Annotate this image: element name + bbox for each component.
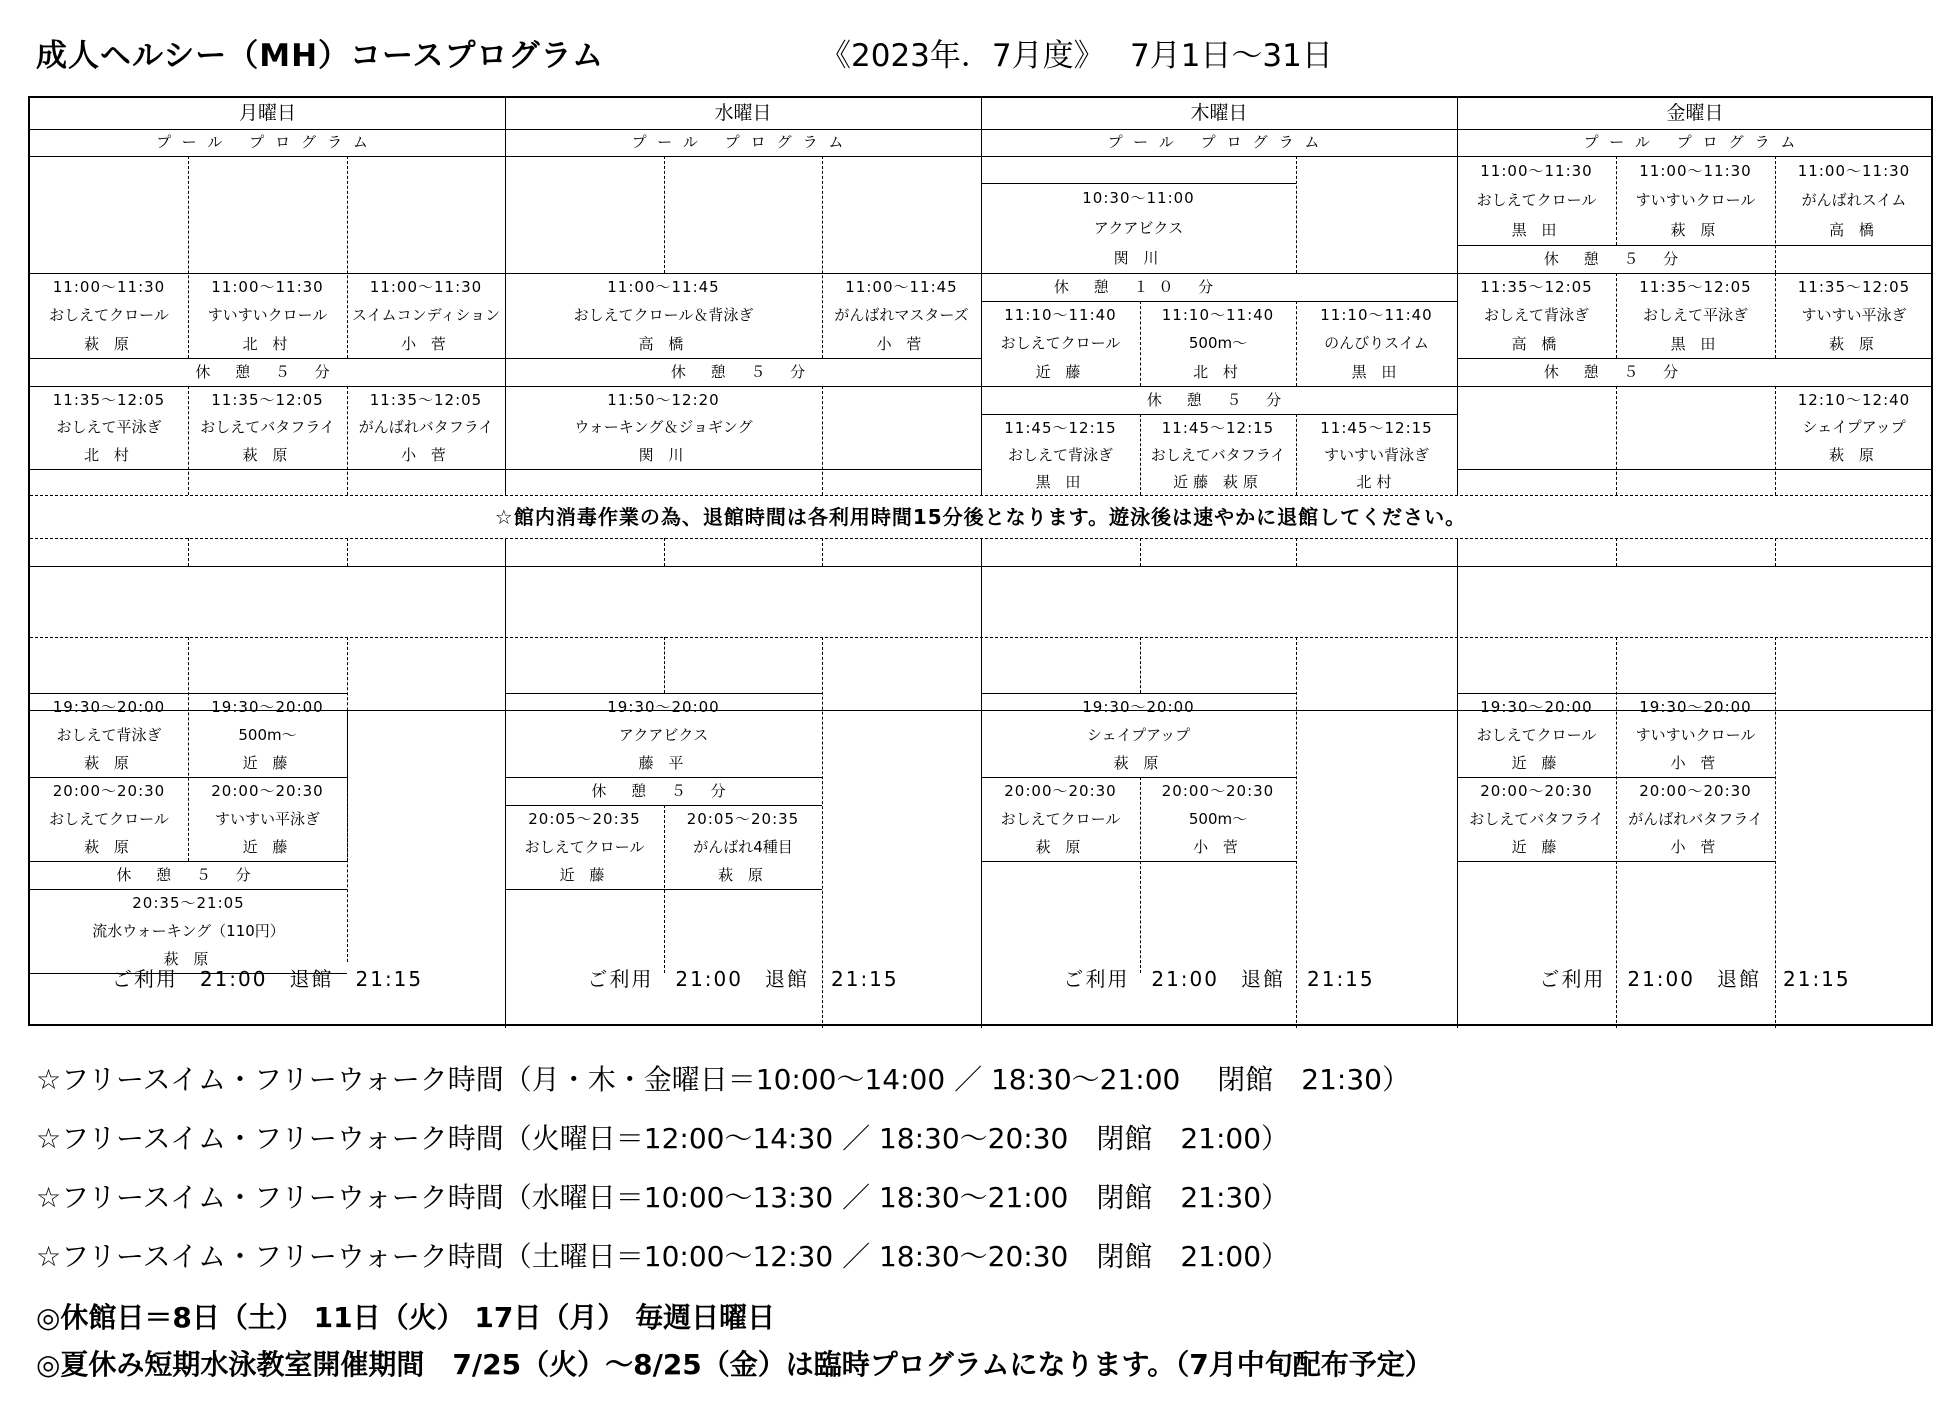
class-instructor: 近 藤 — [559, 866, 610, 884]
class-instructor: 藤 平 — [638, 754, 689, 772]
usage-hours: ご利用 21:00 退館 21:15 — [587, 967, 899, 991]
class-name: アクアビクス — [1093, 219, 1184, 237]
class-time: 11:00～11:30 — [369, 278, 483, 297]
closed-days-note: ◎休館日＝8日（土） 11日（火） 17日（月） 毎週日曜日 — [36, 1301, 776, 1334]
class-cell — [1296, 301, 1457, 386]
class-time: 11:10～11:40 — [1004, 306, 1117, 325]
class-time: 20:00～20:30 — [1639, 782, 1752, 800]
class-cell — [1775, 156, 1933, 245]
class-instructor: 萩 原 — [242, 446, 293, 465]
class-instructor: 小 菅 — [401, 446, 451, 465]
rule-line — [347, 538, 348, 566]
pool-program-header: プール プログラム — [156, 133, 379, 151]
rule-line — [1457, 469, 1933, 470]
class-time: 20:00～20:30 — [52, 782, 166, 800]
rule-line — [1140, 538, 1141, 566]
class-time: 20:00～20:30 — [211, 782, 324, 800]
class-cell — [1616, 693, 1775, 777]
rule-line — [505, 469, 822, 470]
rule-line — [664, 637, 665, 693]
class-time: 20:05～20:35 — [686, 810, 800, 828]
free-swim-note-tue: ☆フリースイム・フリーウォーク時間（火曜日＝12:00～14:30 ／ 18:30～20:30 閉館 21:00） — [36, 1122, 1290, 1155]
class-instructor: 小 菅 — [1670, 754, 1721, 772]
class-cell — [30, 777, 188, 861]
class-instructor: 小 菅 — [876, 334, 927, 353]
class-time: 11:45～12:15 — [1320, 418, 1433, 437]
class-cell — [1296, 414, 1457, 495]
class-name: おしえてクロール — [49, 810, 169, 828]
class-cell — [981, 414, 1140, 495]
class-time: 19:30～20:00 — [211, 698, 324, 716]
class-name: がんばれスイム — [1801, 191, 1907, 210]
class-instructor: 近藤 萩原 — [1173, 472, 1263, 491]
class-cell — [505, 386, 822, 469]
class-instructor: 高 橋 — [638, 334, 689, 353]
class-cell — [822, 273, 981, 358]
usage-hours: ご利用 21:00 退館 21:15 — [1539, 967, 1851, 991]
class-time: 11:35～12:05 — [1797, 278, 1911, 297]
class-instructor: 黒 田 — [1351, 362, 1402, 381]
usage-hours: ご利用 21:00 退館 21:15 — [1063, 967, 1375, 991]
class-time: 20:35～21:05 — [132, 894, 245, 912]
class-time: 11:35～12:05 — [369, 390, 483, 409]
class-time: 11:00～11:45 — [607, 278, 720, 297]
class-cell — [1140, 301, 1296, 386]
class-instructor: 北 村 — [242, 334, 293, 353]
class-instructor: 小 菅 — [1193, 838, 1243, 856]
class-time: 11:00～11:30 — [1639, 161, 1752, 180]
rule-line — [822, 469, 981, 470]
class-name: すいすい背泳ぎ — [1323, 445, 1429, 464]
class-name: シェイプアップ — [1802, 418, 1906, 437]
class-name: おしえてクロール — [1000, 810, 1121, 828]
class-cell — [30, 889, 347, 973]
class-time: 11:10～11:40 — [1161, 306, 1275, 325]
class-instructor: 萩 原 — [84, 334, 134, 353]
rule-line — [1616, 386, 1617, 495]
rule-line — [822, 386, 823, 495]
class-name: おしえてクロール — [49, 306, 169, 325]
class-cell — [188, 386, 347, 469]
class-time: 19:30～20:00 — [1480, 698, 1593, 716]
schedule-table — [28, 96, 1933, 1026]
class-name: おしえてバタフライ — [200, 418, 335, 437]
class-cell — [505, 273, 822, 358]
class-instructor: 近 藤 — [242, 838, 293, 856]
class-cell — [30, 693, 188, 777]
class-time: 11:35～12:05 — [1639, 278, 1752, 297]
class-name: おしえて平泳ぎ — [1642, 306, 1748, 325]
free-swim-note-mon-thu-fri: ☆フリースイム・フリーウォーク時間（月・木・金曜日＝10:00～14:00 ／ 18:30～21:00 閉館 21:30） — [36, 1063, 1410, 1096]
rule-line — [664, 538, 665, 566]
class-instructor: 北村 — [1356, 472, 1397, 491]
class-name: すいすいクロール — [1635, 726, 1756, 744]
class-time: 19:30～20:00 — [1639, 698, 1752, 716]
class-time: 20:00～20:30 — [1161, 782, 1275, 800]
class-time: 19:30～20:00 — [52, 698, 166, 716]
break-label: 休 憩 １０ 分 — [1053, 278, 1224, 296]
class-name: すいすい平泳ぎ — [214, 810, 320, 828]
class-instructor: 萩 原 — [1829, 446, 1879, 465]
class-instructor: 北 村 — [1193, 362, 1243, 381]
class-instructor: 萩 原 — [84, 838, 134, 856]
class-instructor: 黒 田 — [1670, 334, 1721, 353]
class-cell — [981, 777, 1140, 861]
free-swim-note-wed: ☆フリースイム・フリーウォーク時間（水曜日＝10:00～13:30 ／ 18:30～21:00 閉館 21:30） — [36, 1181, 1290, 1214]
class-cell — [981, 183, 1296, 273]
break-label: 休 憩 ５ 分 — [591, 782, 736, 800]
class-time: 12:10～12:40 — [1797, 390, 1911, 409]
class-instructor: 小 菅 — [401, 334, 451, 353]
rule-line — [822, 538, 823, 566]
rule-line — [1140, 637, 1141, 693]
rule-line — [981, 861, 1296, 862]
break-label: 休 憩 ５ 分 — [1146, 391, 1292, 409]
class-name: おしえてバタフライ — [1469, 810, 1604, 828]
class-instructor: 近 藤 — [1511, 754, 1562, 772]
day-header-wednesday: 水曜日 — [714, 102, 772, 124]
class-time: 11:35～12:05 — [52, 390, 166, 409]
page-title: 成人ヘルシー（MH）コースプログラム — [36, 38, 605, 74]
class-cell — [1775, 273, 1933, 358]
class-instructor: 近 藤 — [1035, 362, 1086, 381]
class-time: 11:00～11:30 — [211, 278, 324, 297]
class-name: シェイプアップ — [1086, 726, 1191, 744]
disinfection-notice: ☆館内消毒作業の為、退館時間は各利用時間15分後となります。遊泳後は速やかに退館してください。 — [494, 505, 1467, 529]
break-label: 休 憩 ５ 分 — [670, 363, 816, 381]
class-instructor: 萩 原 — [1035, 838, 1086, 856]
class-instructor: 高 橋 — [1511, 334, 1562, 353]
class-name: おしえてバタフライ — [1150, 445, 1286, 464]
class-cell — [347, 273, 505, 358]
class-cell — [1457, 777, 1616, 861]
usage-hours: ご利用 21:00 退館 21:15 — [111, 967, 424, 991]
class-cell — [1775, 386, 1933, 469]
class-time: 19:30～20:00 — [607, 698, 720, 716]
class-cell — [1616, 777, 1775, 861]
period-label: 《2023年．7月度》 7月1日～31日 — [820, 38, 1333, 74]
class-time: 11:00～11:30 — [52, 278, 166, 297]
class-cell — [347, 386, 505, 469]
class-name: アクアビクス — [618, 726, 709, 744]
class-time: 19:30～20:00 — [1082, 698, 1195, 716]
day-header-thursday: 木曜日 — [1190, 102, 1248, 124]
class-time: 11:45～12:15 — [1004, 418, 1117, 437]
free-swim-note-sat: ☆フリースイム・フリーウォーク時間（土曜日＝10:00～12:30 ／ 18:30～20:30 閉館 21:00） — [36, 1240, 1290, 1273]
class-cell — [188, 273, 347, 358]
class-time: 20:00～20:30 — [1004, 782, 1117, 800]
class-instructor: 近 藤 — [1511, 838, 1562, 856]
class-cell — [188, 777, 347, 861]
class-cell — [981, 301, 1140, 386]
class-cell — [505, 693, 822, 777]
class-name: おしえて背泳ぎ — [1483, 306, 1589, 325]
class-name: スイムコンディション — [351, 306, 501, 325]
class-time: 11:00～11:45 — [845, 278, 958, 297]
class-name: おしえてクロール — [1476, 191, 1597, 210]
class-name: がんばれマスターズ — [834, 306, 969, 325]
rule-line — [1296, 538, 1297, 566]
class-name: おしえてクロール — [1000, 334, 1121, 353]
day-header-friday: 金曜日 — [1666, 102, 1724, 124]
class-time: 10:30～11:00 — [1082, 189, 1195, 207]
class-instructor: 北 村 — [84, 446, 134, 465]
class-time: 11:35～12:05 — [211, 390, 324, 409]
pool-program-header: プール プログラム — [1107, 133, 1331, 151]
class-cell — [1140, 414, 1296, 495]
class-instructor: 萩 原 — [84, 754, 134, 772]
class-cell — [30, 273, 188, 358]
class-name: 流水ウォーキング（110円） — [92, 922, 285, 940]
class-cell — [664, 805, 822, 889]
break-label: 休 憩 ５ 分 — [116, 866, 261, 884]
class-name: がんばれバタフライ — [358, 418, 494, 437]
class-cell — [505, 805, 664, 889]
class-name: 500m～ — [238, 726, 297, 744]
rule-line — [1616, 538, 1617, 566]
class-time: 11:35～12:05 — [1480, 278, 1593, 297]
rule-line — [1775, 245, 1933, 246]
class-instructor: 萩 原 — [1670, 221, 1721, 240]
break-label: 休 憩 ５ 分 — [195, 363, 340, 381]
class-instructor: 関 川 — [1113, 249, 1164, 267]
class-name: 500m～ — [1188, 334, 1248, 353]
class-time: 11:45～12:15 — [1161, 418, 1275, 437]
pool-program-header: プール プログラム — [631, 133, 855, 151]
rule-line — [664, 156, 665, 273]
break-label: 休 憩 ５ 分 — [1543, 250, 1689, 268]
class-name: すいすい平泳ぎ — [1801, 306, 1907, 325]
class-instructor: 萩 原 — [163, 950, 214, 968]
class-instructor: 萩 原 — [1113, 754, 1164, 772]
break-label: 休 憩 ５ 分 — [1543, 363, 1689, 381]
rule-line — [347, 710, 348, 962]
class-name: おしえてクロール — [524, 838, 645, 856]
class-instructor: 関 川 — [638, 446, 689, 465]
class-name: おしえて背泳ぎ — [56, 726, 162, 744]
rule-line — [1296, 156, 1297, 273]
class-time: 11:00～11:30 — [1797, 161, 1911, 180]
class-time: 11:00～11:30 — [1480, 161, 1593, 180]
class-cell — [1457, 156, 1616, 245]
class-time: 20:05～20:35 — [528, 810, 641, 828]
class-name: おしえてクロール — [1476, 726, 1597, 744]
class-cell — [981, 693, 1296, 777]
class-cell — [1616, 156, 1775, 245]
class-name: おしえてクロール＆背泳ぎ — [573, 306, 754, 325]
summer-class-note: ◎夏休み短期水泳教室開催期間 7/25（火）～8/25（金）は臨時プログラムになります。（7月中旬配布予定） — [36, 1348, 1433, 1381]
rule-line — [30, 469, 505, 470]
class-instructor: 萩 原 — [718, 866, 768, 884]
class-cell — [1457, 273, 1616, 358]
class-instructor: 萩 原 — [1829, 334, 1879, 353]
class-instructor: 黒 田 — [1035, 472, 1086, 491]
class-name: 500m～ — [1188, 810, 1248, 828]
class-name: すいすいクロール — [207, 306, 328, 325]
class-name: のんびりスイム — [1324, 334, 1429, 353]
class-cell — [1140, 777, 1296, 861]
pool-program-header: プール プログラム — [1583, 133, 1807, 151]
class-instructor: 高 橋 — [1829, 221, 1879, 240]
class-name: ウォーキング＆ジョギング — [574, 418, 753, 437]
class-cell — [1616, 273, 1775, 358]
class-name: がんばれ4種目 — [693, 838, 793, 856]
class-cell — [30, 386, 188, 469]
class-name: がんばれバタフライ — [1628, 810, 1763, 828]
class-name: すいすいクロール — [1635, 191, 1756, 210]
class-cell — [188, 693, 347, 777]
class-instructor: 小 菅 — [1670, 838, 1721, 856]
class-time: 11:10～11:40 — [1320, 306, 1433, 325]
day-header-monday: 月曜日 — [238, 102, 296, 124]
class-cell — [1457, 693, 1616, 777]
rule-line — [1775, 538, 1776, 566]
class-instructor: 黒 田 — [1511, 221, 1562, 240]
class-time: 20:00～20:30 — [1480, 782, 1593, 800]
class-name: おしえて平泳ぎ — [56, 418, 162, 437]
class-name: おしえて背泳ぎ — [1007, 445, 1113, 464]
rule-line — [188, 538, 189, 566]
class-time: 11:50～12:20 — [607, 390, 720, 409]
class-instructor: 近 藤 — [242, 754, 293, 772]
